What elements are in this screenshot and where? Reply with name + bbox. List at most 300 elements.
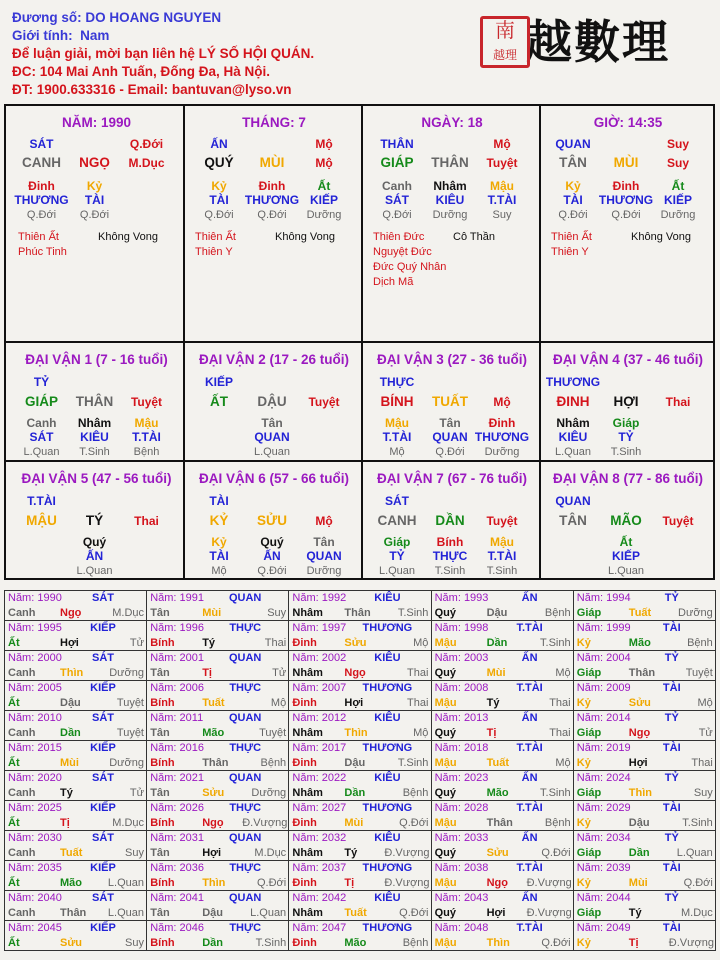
dai-van-branch: TUẤT xyxy=(432,394,468,409)
year-cell xyxy=(146,710,289,741)
dai-van-hidden-stem: Mậu xyxy=(385,416,409,430)
dai-van-stem: ẤT xyxy=(210,394,228,409)
year-god: TÀI xyxy=(662,922,681,934)
year-branch: Tý xyxy=(344,847,358,859)
year-god: THƯƠNG xyxy=(362,922,413,934)
year-stem: Ất xyxy=(8,877,20,889)
year-branch: Tý xyxy=(202,637,216,649)
year-cell xyxy=(4,620,147,651)
year-cell xyxy=(146,740,289,771)
year-label: Năm: xyxy=(576,622,607,634)
year-stage: Thai xyxy=(406,667,429,679)
dai-van-hidden-stem: Quý xyxy=(82,535,107,549)
hidden-stem: Đinh xyxy=(612,179,640,193)
dai-van-title: ĐẠI VẬN 2 (17 - 26 tuổi) xyxy=(198,352,350,367)
year-label: Năm: xyxy=(292,802,322,814)
year-cell xyxy=(4,800,147,831)
year-cell xyxy=(146,620,289,651)
dai-van-hidden-god: QUAN xyxy=(254,430,290,444)
year-label: Năm: xyxy=(292,712,322,724)
year-god: ẤN xyxy=(521,712,538,724)
dai-van-cell xyxy=(185,462,361,578)
year-label: Năm: xyxy=(434,622,464,634)
year-stem: Quý xyxy=(434,607,456,619)
star-name: Thiên Y xyxy=(195,246,233,258)
year-stage: T.Sinh xyxy=(255,937,287,949)
year-stage: Suy xyxy=(267,607,287,619)
year-number: 2027 xyxy=(321,802,347,814)
year-number: 2005 xyxy=(37,682,62,694)
year-stage: L.Quan xyxy=(107,877,144,889)
year-cell xyxy=(288,800,431,831)
pillar-branch: MÙI xyxy=(613,155,639,170)
year-label: Năm: xyxy=(292,592,322,604)
year-label: Năm: xyxy=(150,772,180,784)
year-number: 2007 xyxy=(321,682,347,694)
dai-van-god: TÀI xyxy=(209,494,229,508)
year-cell xyxy=(146,590,289,621)
year-branch: Dậu xyxy=(60,697,81,709)
year-branch: Ngọ xyxy=(344,667,366,679)
dai-van-hidden-stem: Quý xyxy=(260,535,284,549)
dai-van-hidden-god: SÁT xyxy=(29,430,54,444)
hidden-god: KIÊU xyxy=(435,193,465,207)
dai-van-hidden-god: THỰC xyxy=(432,549,468,563)
year-stem: Ất xyxy=(8,757,20,769)
year-stem: Kỷ xyxy=(576,637,591,649)
year-number: 2032 xyxy=(321,832,347,844)
year-stage: Mộ xyxy=(697,697,713,709)
dai-van-hidden-stem: Đinh xyxy=(488,416,516,430)
dai-van-stem: CANH xyxy=(377,513,417,528)
year-number: 1998 xyxy=(463,622,489,634)
year-number: 1991 xyxy=(179,592,205,604)
year-god: TÀI xyxy=(662,622,681,634)
year-stem: Mậu xyxy=(434,637,457,649)
year-stem: Quý xyxy=(434,787,456,799)
year-branch: Hợi xyxy=(60,637,79,649)
year-number: 2038 xyxy=(463,862,489,874)
hidden-god: THƯƠNG xyxy=(598,193,654,207)
pillar-stem: QUÝ xyxy=(204,155,234,170)
year-cell xyxy=(288,590,431,621)
year-god: T.TÀI xyxy=(516,802,543,814)
year-god: QUAN xyxy=(228,772,262,784)
year-cell xyxy=(288,680,431,711)
dai-van-hidden-god: QUAN xyxy=(306,549,342,563)
year-label: Năm: xyxy=(576,832,607,844)
year-label: Năm: xyxy=(576,592,607,604)
pillar-title: NĂM: 1990 xyxy=(61,115,132,130)
dai-van-cell xyxy=(8,462,183,578)
pillar-stage-top: Suy xyxy=(666,137,689,151)
year-god: KIÊU xyxy=(374,892,401,904)
hidden-stage: Q.Đới xyxy=(79,209,110,221)
year-number: 2008 xyxy=(463,682,489,694)
year-branch: Hợi xyxy=(202,847,222,859)
year-stage: Bệnh xyxy=(544,817,571,829)
year-stage: Q.Đới xyxy=(541,847,571,859)
year-cell xyxy=(288,770,431,801)
year-label: Năm: xyxy=(8,682,38,694)
header-info xyxy=(12,9,314,99)
pillar-stage: M.Dục xyxy=(128,156,165,170)
year-number: 2034 xyxy=(606,832,631,844)
year-stem: Ất xyxy=(8,817,20,829)
dai-van-hidden-stage: L.Quan xyxy=(554,446,592,458)
year-stage: Đ.Vượng xyxy=(668,937,714,949)
year-grid xyxy=(4,590,715,952)
year-number: 2004 xyxy=(606,652,631,664)
year-god: THƯƠNG xyxy=(362,682,413,694)
pillar-title: GIỜ: 14:35 xyxy=(593,115,663,130)
year-stem: Mậu xyxy=(434,877,457,889)
year-god: SÁT xyxy=(92,592,114,604)
year-branch: Mùi xyxy=(486,667,506,679)
year-cell xyxy=(431,650,574,681)
year-stem: Mậu xyxy=(434,937,457,949)
year-god: THƯƠNG xyxy=(362,742,413,754)
dai-van-hidden-stage: Dưỡng xyxy=(484,446,520,458)
pillar-stage: Mộ xyxy=(315,156,333,170)
year-cell xyxy=(288,890,431,921)
dai-van-hidden-stem: Kỷ xyxy=(211,535,227,549)
hidden-stem: Canh xyxy=(382,179,412,193)
year-branch: Dần xyxy=(60,727,81,739)
year-god: TỶ xyxy=(664,772,679,784)
dai-van-hidden-god: THƯƠNG xyxy=(474,430,530,444)
year-god: KIÊU xyxy=(374,772,401,784)
year-stage: Q.Đới xyxy=(256,877,287,889)
year-number: 1990 xyxy=(37,592,62,604)
year-number: 2006 xyxy=(179,682,205,694)
year-god: THƯƠNG xyxy=(362,622,413,634)
year-branch: Mùi xyxy=(628,877,648,889)
year-number: 2042 xyxy=(321,892,347,904)
year-label: Năm: xyxy=(576,682,607,694)
year-label: Năm: xyxy=(434,832,464,844)
year-stage: Dưỡng xyxy=(678,607,713,619)
year-label: Năm: xyxy=(292,832,322,844)
year-label: Năm: xyxy=(434,922,464,934)
dai-van-hidden-stem: Tân xyxy=(313,535,335,549)
hidden-stem: Đinh xyxy=(28,179,55,193)
year-branch: Tị xyxy=(486,727,497,739)
dai-van-god: THƯƠNG xyxy=(545,375,601,389)
dai-van-title: ĐẠI VẬN 4 (37 - 46 tuổi) xyxy=(552,352,704,367)
pillar-branch: NGỌ xyxy=(79,155,110,170)
year-branch: Thân xyxy=(628,667,656,679)
year-stage: L.Quan xyxy=(676,847,713,859)
year-god: THỰC xyxy=(229,802,262,814)
dai-van-branch: THÂN xyxy=(75,394,114,409)
year-stage: Tử xyxy=(129,787,144,799)
year-stage: Tuyệt xyxy=(259,727,287,739)
year-label: Năm: xyxy=(434,862,464,874)
year-number: 2046 xyxy=(179,922,205,934)
year-cell xyxy=(573,890,716,921)
logo-text: 越數理 xyxy=(526,15,670,69)
year-cell xyxy=(573,920,716,951)
year-branch: Tị xyxy=(60,817,70,829)
year-cell xyxy=(4,860,147,891)
year-stem: Tân xyxy=(150,907,170,919)
year-god: THỰC xyxy=(229,682,262,694)
year-god: QUAN xyxy=(228,652,262,664)
year-label: Năm: xyxy=(150,592,180,604)
year-stage: Tử xyxy=(129,637,144,649)
year-cell xyxy=(4,710,147,741)
year-label: Năm: xyxy=(576,772,607,784)
year-stage: Suy xyxy=(693,787,713,799)
year-number: 2017 xyxy=(321,742,347,754)
year-cell xyxy=(288,830,431,861)
dai-van-hidden-stem: Tân xyxy=(439,416,461,430)
year-number: 2009 xyxy=(606,682,631,694)
year-cell xyxy=(431,830,574,861)
year-number: 2011 xyxy=(179,712,204,724)
year-stem: Ất xyxy=(8,697,20,709)
year-branch: Dậu xyxy=(202,907,223,919)
year-branch: Sửu xyxy=(202,787,225,799)
year-branch: Mão xyxy=(628,637,651,649)
year-branch: Tuất xyxy=(202,697,225,709)
year-cell xyxy=(573,770,716,801)
star-name-2: Không Vong xyxy=(275,231,335,243)
year-god: T.TÀI xyxy=(516,862,543,874)
year-branch: Thân xyxy=(202,757,229,769)
year-label: Năm: xyxy=(150,862,180,874)
hidden-god: THƯƠNG xyxy=(244,193,300,207)
dai-van-god: QUAN xyxy=(555,494,591,508)
year-branch: Thân xyxy=(486,817,513,829)
year-god: SÁT xyxy=(92,892,114,904)
star-name-2: Cô Thần xyxy=(453,231,495,243)
pillar-stage-top: Mộ xyxy=(493,137,511,151)
year-number: 1996 xyxy=(179,622,205,634)
year-label: Năm: xyxy=(150,892,180,904)
year-branch: Ngọ xyxy=(628,727,651,739)
year-stage: Mộ xyxy=(555,667,571,679)
year-label: Năm: xyxy=(292,742,322,754)
star-name-2: Không Vong xyxy=(631,231,691,243)
year-stem: Ất xyxy=(8,637,20,649)
year-stem: Mậu xyxy=(434,697,457,709)
year-branch: Dần xyxy=(628,847,650,859)
year-god: THỰC xyxy=(229,922,262,934)
star-name: Phúc Tinh xyxy=(18,246,67,258)
year-god: QUAN xyxy=(228,892,262,904)
year-stage: Bệnh xyxy=(544,607,571,619)
dai-van-hidden-stage: Bệnh xyxy=(133,446,160,458)
star-name-2: Không Vong xyxy=(98,231,158,243)
dai-van-title: ĐẠI VẬN 6 (57 - 66 tuổi) xyxy=(198,471,350,486)
year-branch: Thìn xyxy=(202,877,226,889)
year-branch: Mão xyxy=(202,727,225,739)
year-god: TÀI xyxy=(662,742,681,754)
hidden-god: THƯƠNG xyxy=(14,193,69,207)
year-stem: Bính xyxy=(150,697,175,709)
dai-van-stage: Thai xyxy=(134,514,159,528)
year-number: 2013 xyxy=(463,712,489,724)
year-god: SÁT xyxy=(92,772,114,784)
year-number: 2025 xyxy=(37,802,62,814)
dai-van-branch: DẬU xyxy=(257,394,287,409)
year-label: Năm: xyxy=(292,922,322,934)
year-god: THƯƠNG xyxy=(362,802,413,814)
year-branch: Ngọ xyxy=(202,817,224,829)
year-stage: M.Dục xyxy=(112,817,144,829)
year-cell xyxy=(431,800,574,831)
year-label: Năm: xyxy=(8,652,38,664)
year-label: Năm: xyxy=(8,742,38,754)
year-stage: Bệnh xyxy=(260,757,287,769)
year-branch: Mão xyxy=(60,877,82,889)
dai-van-hidden-stage: Dưỡng xyxy=(306,565,342,577)
year-label: Năm: xyxy=(434,892,464,904)
dai-van-hidden-stem: Canh xyxy=(26,416,57,430)
year-stem: Kỷ xyxy=(576,697,591,709)
year-god: QUAN xyxy=(228,712,262,724)
dai-van-hidden-stem: Bính xyxy=(436,535,464,549)
year-number: 2049 xyxy=(606,922,631,934)
year-branch: Sửu xyxy=(344,637,367,649)
year-stage: T.Sinh xyxy=(397,757,429,769)
dai-van-hidden-god: T.TÀI xyxy=(382,430,412,444)
year-branch: Thìn xyxy=(344,727,368,739)
year-cell xyxy=(431,890,574,921)
year-label: Năm: xyxy=(150,802,180,814)
dai-van-cell xyxy=(541,343,713,460)
pillar-stem: CANH xyxy=(22,155,61,170)
year-stage: Đ.Vượng xyxy=(384,877,430,889)
hidden-stage: Q.Đới xyxy=(382,209,412,221)
year-god: KIẾP xyxy=(90,862,116,874)
year-stage: Thai xyxy=(264,637,287,649)
dai-van-hidden-god: TỶ xyxy=(618,430,634,444)
year-stage: Tử xyxy=(698,727,713,739)
year-stage: Tử xyxy=(272,667,287,679)
year-stage: Q.Đới xyxy=(541,937,571,949)
year-number: 2035 xyxy=(37,862,62,874)
dai-van-branch: TÝ xyxy=(85,513,104,528)
dai-van-hidden-stem: Giáp xyxy=(383,535,411,549)
year-stage: Dưỡng xyxy=(251,787,287,799)
year-label: Năm: xyxy=(434,712,464,724)
year-cell xyxy=(431,590,574,621)
hidden-stem: Kỷ xyxy=(86,179,103,193)
dai-van-god: T.TÀI xyxy=(27,494,56,508)
year-cell xyxy=(288,740,431,771)
year-branch: Mùi xyxy=(344,817,364,829)
pillar-stem: GIÁP xyxy=(380,155,414,170)
dai-van-hidden-stem: Nhâm xyxy=(556,416,590,430)
year-stage: Bệnh xyxy=(687,637,713,649)
year-cell xyxy=(4,590,147,621)
year-branch: Sửu xyxy=(60,937,83,949)
year-cell xyxy=(4,680,147,711)
year-cell xyxy=(573,740,716,771)
year-stem: Quý xyxy=(434,847,456,859)
year-stage: L.Quan xyxy=(250,907,287,919)
year-label: Năm: xyxy=(150,832,180,844)
dai-van-title: ĐẠI VẬN 7 (67 - 76 tuổi) xyxy=(376,471,528,486)
year-stem: Bính xyxy=(150,817,175,829)
year-label: Năm: xyxy=(150,712,180,724)
year-number: 1997 xyxy=(321,622,347,634)
year-number: 2048 xyxy=(463,922,489,934)
year-cell xyxy=(431,710,574,741)
year-stage: Tuyệt xyxy=(116,727,144,739)
year-cell xyxy=(573,680,716,711)
hidden-stem: Ất xyxy=(317,179,331,193)
year-label: Năm: xyxy=(292,772,322,784)
year-cell xyxy=(146,890,289,921)
year-god: THƯƠNG xyxy=(362,862,413,874)
dai-van-stem: TÂN xyxy=(559,513,587,528)
dai-van-hidden-stage: T.Sinh xyxy=(610,446,642,458)
dai-van-hidden-stem: Giáp xyxy=(612,416,640,430)
hidden-stage: Dưỡng xyxy=(432,209,468,221)
year-stem: Canh xyxy=(8,787,36,799)
year-number: 2003 xyxy=(463,652,489,664)
year-stem: Tân xyxy=(150,607,170,619)
hidden-stem: Kỷ xyxy=(211,179,227,193)
year-label: Năm: xyxy=(8,622,38,634)
year-stem: Bính xyxy=(150,637,175,649)
owner-label: Đương số: xyxy=(12,10,82,25)
year-god: T.TÀI xyxy=(516,922,543,934)
dai-van-hidden-god: ẤN xyxy=(263,549,281,563)
year-branch: Tuất xyxy=(344,907,367,919)
dai-van-hidden-god: QUAN xyxy=(432,430,468,444)
pillar-god: ẤN xyxy=(210,137,228,151)
year-god: TÀI xyxy=(662,862,681,874)
pillar-cell xyxy=(185,106,361,340)
contact-line: Để luận giải, mời bạn liên hệ LÝ SỐ HỘI QUÁN. xyxy=(12,46,315,61)
year-stage: M.Dục xyxy=(681,907,713,919)
year-branch: Hợi xyxy=(344,697,364,709)
year-cell xyxy=(146,860,289,891)
year-stem: Giáp xyxy=(576,607,602,619)
dai-van-hidden-stage: T.Sinh xyxy=(434,565,466,577)
year-branch: Thìn xyxy=(486,937,510,949)
year-stage: Mộ xyxy=(413,727,429,739)
year-stage: Dưỡng xyxy=(109,757,144,769)
year-number: 2018 xyxy=(463,742,489,754)
year-stem: Nhâm xyxy=(292,667,323,679)
dai-van-cell xyxy=(8,343,183,460)
pillar-cell xyxy=(363,106,539,340)
dai-van-cell xyxy=(363,343,539,460)
year-god: SÁT xyxy=(92,832,114,844)
year-cell xyxy=(573,620,716,651)
year-branch: Sửu xyxy=(486,847,509,859)
year-branch: Dần xyxy=(202,937,223,949)
year-label: Năm: xyxy=(150,622,180,634)
year-cell xyxy=(146,770,289,801)
year-branch: Thân xyxy=(60,907,87,919)
year-number: 2041 xyxy=(179,892,205,904)
year-cell xyxy=(431,680,574,711)
year-stage: Mộ xyxy=(413,637,429,649)
dai-van-stage: Tuyệt xyxy=(486,514,518,528)
year-number: 2045 xyxy=(37,922,62,934)
year-stem: Đinh xyxy=(292,637,317,649)
year-label: Năm: xyxy=(576,922,607,934)
dai-van-hidden-stem: Tân xyxy=(261,416,283,430)
year-cell xyxy=(146,920,289,951)
